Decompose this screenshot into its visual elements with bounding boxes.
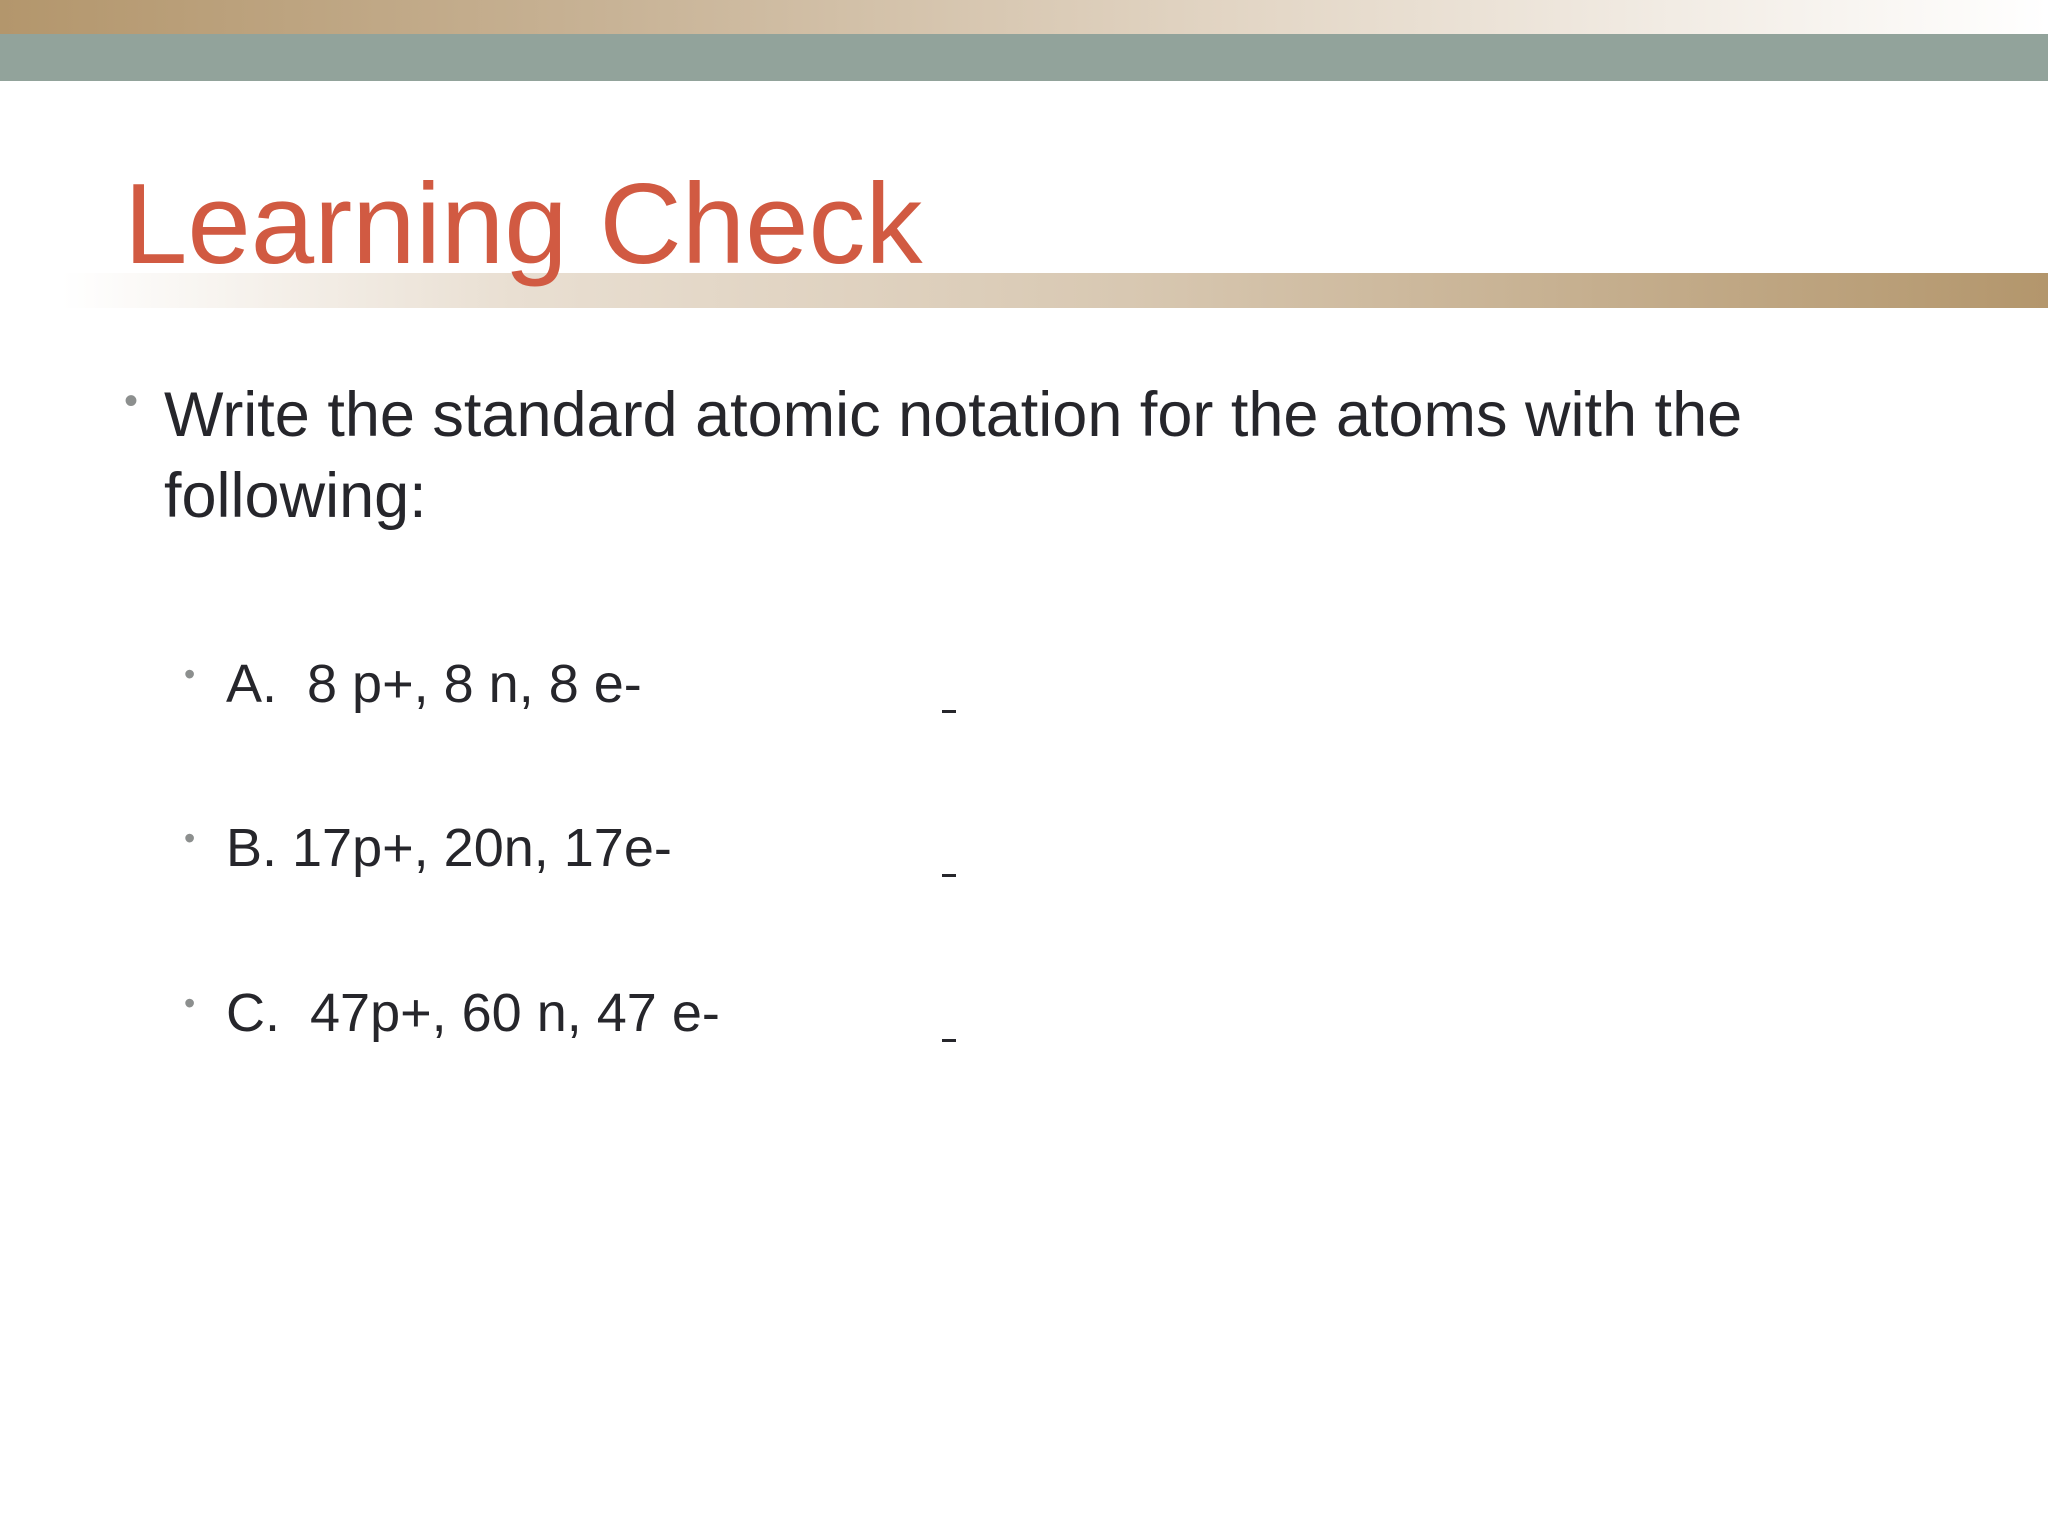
sub-item-label: C. 47p+, 60 n, 47 e- [226, 983, 720, 1043]
answer-blank [942, 1039, 956, 1042]
header-solid-band [0, 34, 2048, 81]
main-bullet [124, 375, 1924, 537]
bullet-dot-icon: • [184, 985, 196, 1021]
sub-item-label: A. 8 p+, 8 n, 8 e- [226, 654, 642, 714]
sub-item-c [184, 981, 1184, 1071]
answer-blank [942, 874, 956, 877]
bullet-dot-icon: • [184, 820, 196, 856]
slide-title: Learning Check [124, 161, 923, 288]
sub-item-a [184, 652, 1184, 742]
main-bullet-text: Write the standard atomic notation for the atoms with the following: [164, 380, 1743, 531]
bullet-dot-icon: • [184, 656, 196, 692]
bullet-dot-icon: • [124, 379, 139, 423]
answer-blank [942, 710, 956, 713]
sub-item-label: B. 17p+, 20n, 17e- [226, 818, 672, 878]
sub-item-b [184, 816, 1184, 906]
header-gradient-band [0, 0, 2048, 34]
